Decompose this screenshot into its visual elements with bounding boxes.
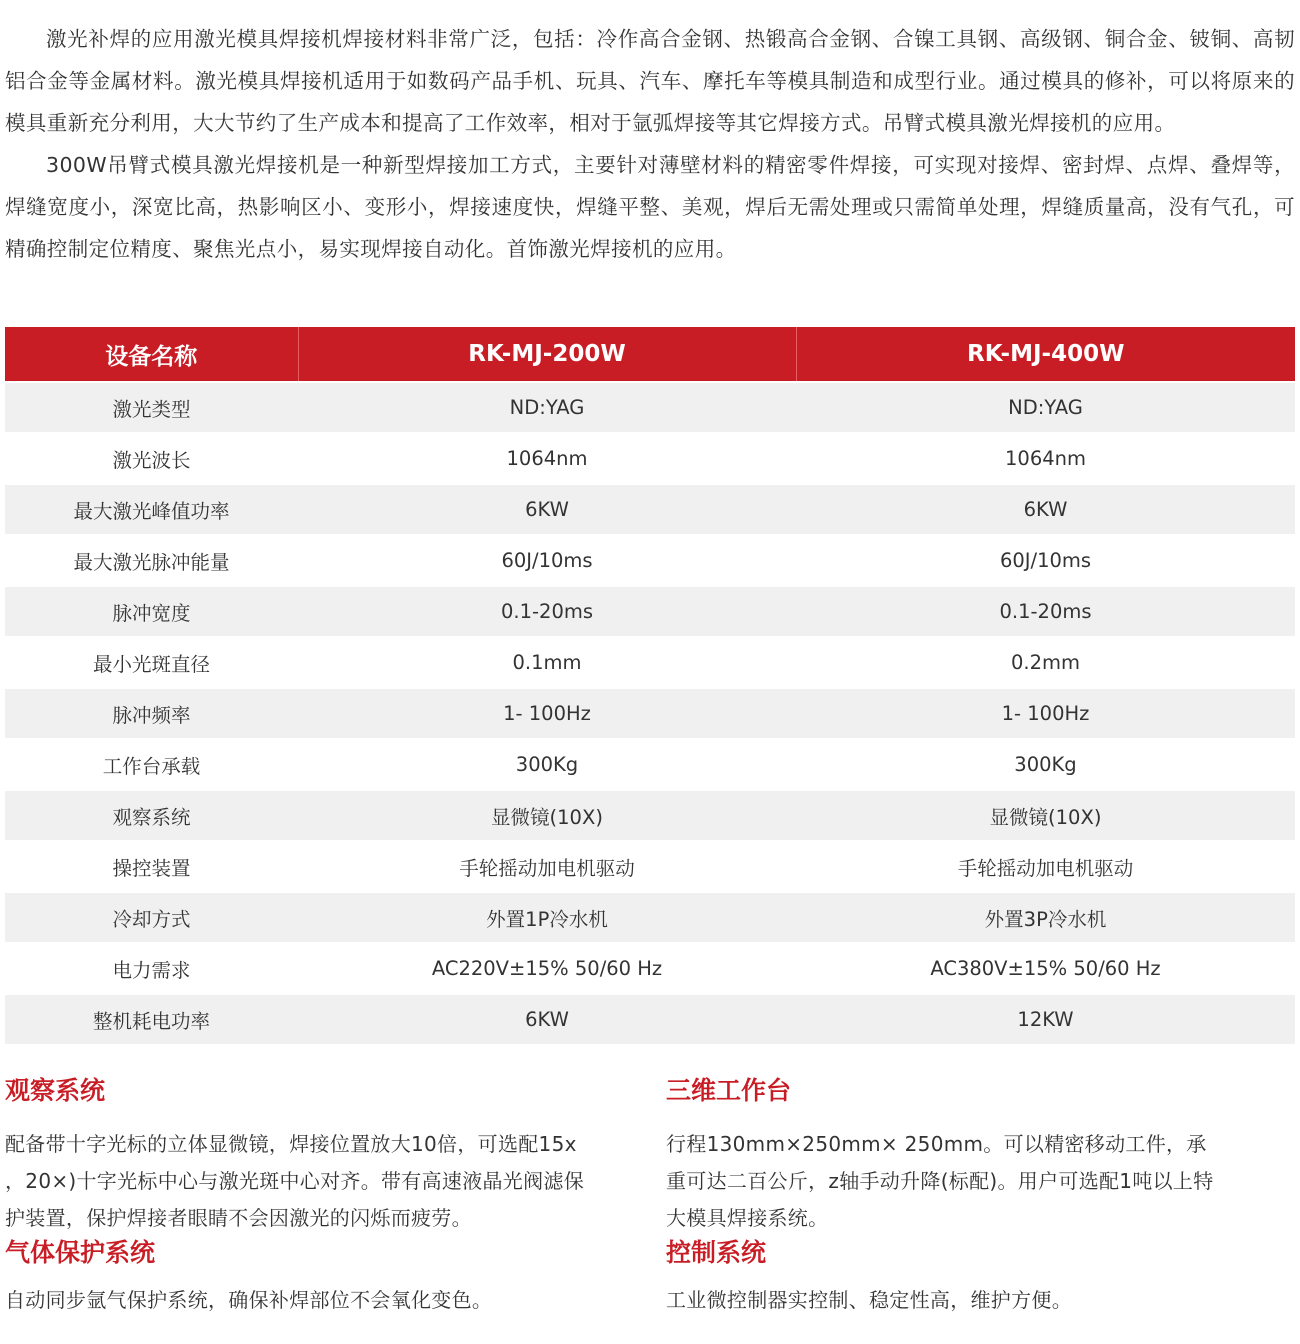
header-model-200w: RK-MJ-200W: [298, 327, 796, 382]
feature-text: 自动同步氩气保护系统，确保补焊部位不会氧化变色。: [5, 1288, 493, 1312]
row-label: 激光类型: [5, 382, 298, 433]
cell-200w: 外置1P冷水机: [298, 892, 796, 943]
cell-200w: 6KW: [298, 484, 796, 535]
cell-200w: 1064nm: [298, 433, 796, 484]
row-label: 操控装置: [5, 841, 298, 892]
cell-400w: 显微镜(10X): [796, 790, 1295, 841]
intro-paragraph: 激光补焊的应用激光模具焊接机焊接材料非常广泛，包括：冷作高合金钢、热锻高合金钢、合镍工具钢、高级钢、铜合金、铍铜、高韧铝合金等金属材料。激光模具焊接机适用于如数码产品手机、玩具、汽车、摩托车等模具制造和成型行业。通过模具的修补，可以将原来的模具重新充分利用，大大节约了生产成本和提高了工作效率，相对于氩弧焊接等其它焊接方式。吊臂式模具激光焊接机的应用。: [5, 27, 1295, 135]
cell-200w: 显微镜(10X): [298, 790, 796, 841]
table-row: [5, 841, 1295, 892]
row-label: 脉冲频率: [5, 688, 298, 739]
cell-200w: 6KW: [298, 994, 796, 1044]
cell-400w: 1- 100Hz: [796, 688, 1295, 739]
feature-text: 工业微控制器实控制、稳定性高，维护方便。: [666, 1288, 1072, 1312]
cell-400w: 1064nm: [796, 433, 1295, 484]
spec-table-header: [5, 327, 1295, 382]
header-model-400w: RK-MJ-400W: [796, 327, 1295, 382]
cell-200w: 60J/10ms: [298, 535, 796, 586]
feature-observation-system: [5, 1074, 595, 1237]
cell-200w: 0.1-20ms: [298, 586, 796, 637]
feature-text: 配备带十字光标的立体显微镜，焊接位置放大10倍，可选配15x ，20×)十字光标中心与激光斑中心对齐。带有高速液晶光阀滤保护装置，保护焊接者眼睛不会因激光的闪烁而疲劳。: [5, 1132, 585, 1230]
table-row: [5, 790, 1295, 841]
row-label: 观察系统: [5, 790, 298, 841]
intro-paragraph: 300W吊臂式模具激光焊接机是一种新型焊接加工方式，主要针对薄壁材料的精密零件焊接，可实现对接焊、密封焊、点焊、叠焊等，焊缝宽度小，深宽比高，热影响区小、变形小，焊接速度快，焊缝平整、美观，焊后无需处理或只需简单处理，焊缝质量高，没有气孔，可精确控制定位精度、聚焦光点小，易实现焊接自动化。首饰激光焊接机的应用。: [5, 153, 1295, 261]
row-label: 激光波长: [5, 433, 298, 484]
table-row: [5, 892, 1295, 943]
feature-title: 观察系统: [5, 1076, 106, 1105]
cell-400w: ND:YAG: [796, 382, 1295, 433]
cell-400w: 300Kg: [796, 739, 1295, 790]
feature-control-system: [666, 1236, 1266, 1319]
row-label: 整机耗电功率: [5, 994, 298, 1044]
table-row: [5, 586, 1295, 637]
cell-200w: AC220V±15% 50/60 Hz: [298, 943, 796, 994]
spec-table: [5, 327, 1295, 1044]
cell-400w: 60J/10ms: [796, 535, 1295, 586]
row-label: 电力需求: [5, 943, 298, 994]
cell-200w: 1- 100Hz: [298, 688, 796, 739]
table-row: [5, 943, 1295, 994]
cell-400w: 6KW: [796, 484, 1295, 535]
feature-title: 三维工作台: [666, 1076, 792, 1105]
table-row: [5, 739, 1295, 790]
table-row: [5, 484, 1295, 535]
table-row: [5, 688, 1295, 739]
cell-400w: 外置3P冷水机: [796, 892, 1295, 943]
table-row: [5, 535, 1295, 586]
row-label: 最小光斑直径: [5, 637, 298, 688]
cell-200w: 手轮摇动加电机驱动: [298, 841, 796, 892]
feature-title: 控制系统: [666, 1238, 767, 1267]
row-label: 工作台承载: [5, 739, 298, 790]
table-row: [5, 637, 1295, 688]
row-label: 脉冲宽度: [5, 586, 298, 637]
cell-200w: ND:YAG: [298, 382, 796, 433]
row-label: 最大激光峰值功率: [5, 484, 298, 535]
cell-400w: AC380V±15% 50/60 Hz: [796, 943, 1295, 994]
cell-200w: 0.1mm: [298, 637, 796, 688]
header-equipment-name: 设备名称: [5, 327, 298, 382]
cell-400w: 0.1-20ms: [796, 586, 1295, 637]
feature-text: 行程130mm×250mm× 250mm。可以精密移动工件，承重可达二百公斤，z轴手动升降(标配)。用户可选配1吨以上特大模具焊接系统。: [666, 1132, 1214, 1230]
cell-400w: 0.2mm: [796, 637, 1295, 688]
cell-400w: 12KW: [796, 994, 1295, 1044]
row-label: 冷却方式: [5, 892, 298, 943]
intro-text: [5, 18, 1295, 270]
cell-400w: 手轮摇动加电机驱动: [796, 841, 1295, 892]
table-row: [5, 994, 1295, 1044]
table-row: [5, 382, 1295, 433]
cell-200w: 300Kg: [298, 739, 796, 790]
feature-gas-protection: [5, 1236, 605, 1319]
feature-title: 气体保护系统: [5, 1238, 156, 1267]
feature-3d-worktable: [666, 1074, 1226, 1237]
row-label: 最大激光脉冲能量: [5, 535, 298, 586]
table-row: [5, 433, 1295, 484]
